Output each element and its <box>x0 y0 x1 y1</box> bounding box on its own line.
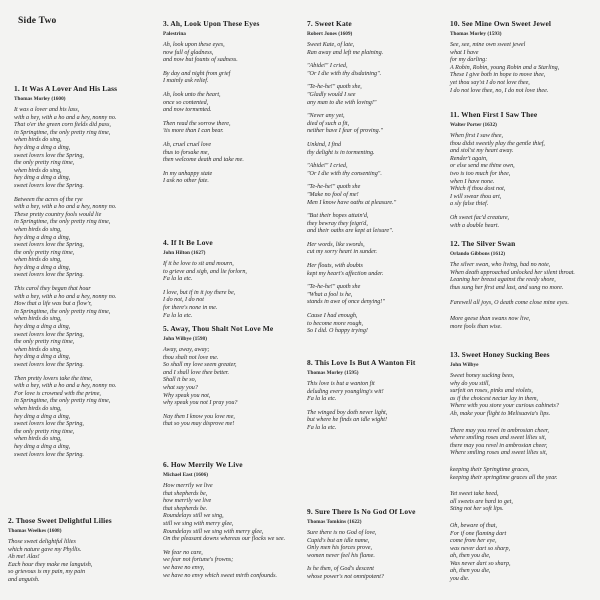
lyric-line: sweet lovers love the Spring, <box>14 421 84 428</box>
lyrics <box>163 483 309 580</box>
stanza <box>14 286 160 370</box>
lyric-line: to become more rough, <box>307 320 364 327</box>
lyric-line: the only pretty ring time, <box>14 249 75 256</box>
lyric-line: "What a fool is he, <box>307 291 353 298</box>
lyric-line: died of such a fit, <box>307 120 350 127</box>
composer-credit: Thomas Tomkins (1622) <box>307 519 362 525</box>
lyric-line: "Te-he-he!" quoth she, <box>307 84 362 91</box>
lyric-line: sweet lovers love the Spring. <box>14 182 84 189</box>
lyric-line: what say you? <box>163 384 198 391</box>
lyric-line: sweet lovers love the Spring, <box>14 152 84 159</box>
lyric-line: I ask no other fate. <box>163 178 209 185</box>
composer-credit: Palestrina <box>163 31 186 37</box>
lyric-line: Fa la la etc. <box>307 396 337 403</box>
lyric-line: thou shalt not love me. <box>163 354 219 361</box>
lyric-line: More geese than swans now live, <box>450 315 531 322</box>
song-title: 10. See Mine Own Sweet Jewel <box>450 19 552 28</box>
stanza <box>307 184 453 207</box>
stanza <box>8 539 154 585</box>
stanza <box>307 284 453 307</box>
lyric-line: Her flouts, with doubts <box>307 263 363 270</box>
lyric-line: Sure there is no God of love, <box>307 530 377 536</box>
lyric-line: with a hey, with a ho and a hey, nonny no. <box>14 383 117 390</box>
composer-credit: Orlando Gibbons (1612) <box>450 251 506 257</box>
lyrics <box>450 262 596 331</box>
lyric-line: deluding every youngling's wit! <box>307 388 384 395</box>
lyric-line: in Springtime, the only pretty ring time, <box>14 129 111 136</box>
lyric-line: then welcome death and take me. <box>163 157 244 164</box>
lyric-line: "But their hopes attain'd, <box>307 213 369 220</box>
lyric-line: Oh, beware of that, <box>450 522 497 529</box>
lyric-line: you die. <box>450 576 470 583</box>
lyric-line: that shepherds be. <box>163 505 208 512</box>
lyric-line: There may you revel in ambrosian cheer, <box>450 427 549 434</box>
lyric-line: Roundelays still we sing with merry glee, <box>163 528 264 535</box>
stanza <box>307 410 453 433</box>
stanza <box>163 71 309 86</box>
lyric-line: Only men his forces prove, <box>307 545 373 552</box>
lyric-line: where smiling roses and sweet lilies sit, <box>450 435 547 442</box>
lyrics <box>163 347 309 429</box>
lyric-line: hey ding a ding a ding, <box>14 264 71 271</box>
lyric-line: This love is but a wanton fit <box>307 381 375 387</box>
stanza <box>307 113 453 136</box>
lyric-line: I do not, I do not <box>163 297 204 304</box>
lyric-line: hey ding a ding a ding, <box>14 443 71 450</box>
lyric-line: in Springtime, the only pretty ring time, <box>14 219 111 226</box>
stanza <box>450 133 596 209</box>
lyric-line: hey ding a ding a ding, <box>14 354 71 361</box>
lyric-line: ah, then you die, <box>450 568 491 575</box>
lyric-line: kept my heart's affection under. <box>307 270 384 277</box>
lyric-line: yet thou say'st I do not love thee, <box>450 79 530 86</box>
lyric-line: sweet lovers love the Spring. <box>14 451 84 458</box>
song-title: 7. Sweet Kate <box>307 19 352 28</box>
lyric-line: in Springtime, the only pretty ring time, <box>14 398 111 405</box>
stanza <box>163 142 309 165</box>
lyric-line: Is he then, of God's descent <box>307 566 374 573</box>
lyric-line: that shepherds be, <box>163 490 208 497</box>
lyric-line: how merrily we live <box>163 498 212 505</box>
lyric-line: "Te-he-he!" quoth she <box>307 184 361 191</box>
lyric-line: when birds do sing, <box>14 316 62 323</box>
song-title: 13. Sweet Honey Sucking Bees <box>450 350 550 359</box>
composer-credit: Thomas Morley (1593) <box>450 31 502 37</box>
lyric-line: How that a life was but a flow'r, <box>14 301 92 308</box>
lyric-line: I love, but if in it joy there be, <box>163 289 236 296</box>
lyric-line: The winged boy doth never light, <box>307 409 388 416</box>
lyric-line: the only pretty ring time, <box>14 339 75 346</box>
lyric-line: to grieve and sigh, and lie forlorn, <box>163 268 247 275</box>
lyric-line: Where with you store your curious cabinets? <box>450 403 559 410</box>
stanza <box>450 215 596 230</box>
lyric-line: When death approached unlocked her silent throat. <box>450 269 575 276</box>
lyric-line: all sweets are hard to get, <box>450 498 513 505</box>
lyric-line: "Or I die with thy disdaining". <box>307 70 382 77</box>
stanza <box>307 63 453 78</box>
lyric-line: once so contented, <box>163 99 209 106</box>
lyric-line: why speak you not I pray you? <box>163 400 238 407</box>
lyric-line: For love is crowned with the prime, <box>14 390 101 397</box>
lyric-line: now full of gladness, <box>163 49 214 56</box>
lyric-line: See, see, mine own sweet jewel <box>450 42 526 48</box>
lyric-line: For if one flaming dart <box>450 530 507 537</box>
lyric-line: Leaning her breast against the reedy shore, <box>450 277 556 284</box>
lyric-line: that so you may disprove me! <box>163 421 235 428</box>
lyric-line: the only pretty ring time, <box>14 160 75 167</box>
lyric-line: Sweet honey sucking bees, <box>450 373 515 379</box>
lyrics <box>450 42 596 95</box>
lyric-line: stands in awe of once denying!" <box>307 299 385 306</box>
composer-credit: Walter Porter (1632) <box>450 122 497 128</box>
stanza <box>163 290 309 320</box>
lyric-line: "Te-he-he!" quoth she <box>307 284 361 291</box>
stanza <box>307 313 453 336</box>
lyric-line: Sweet Kate, of late, <box>307 42 355 48</box>
lyric-line: or else send me thine own, <box>450 163 515 170</box>
lyric-line: for there's none in me. <box>163 304 218 311</box>
lyric-line: "Make no fool of me! <box>307 191 359 198</box>
song-11 <box>450 110 596 230</box>
lyric-line: sweet lovers love the Spring, <box>14 331 84 338</box>
lyric-line: with a hey, with a ho and a hey, nonny no. <box>14 114 117 121</box>
lyrics <box>163 42 309 186</box>
stanza <box>450 523 596 584</box>
stanza <box>14 376 160 460</box>
lyric-line: keeping their springtime graces all the year. <box>450 474 558 481</box>
lyric-line: two is too much for thee, <box>450 170 511 177</box>
song-title: 1. It Was A Lover And His Lass <box>14 84 118 93</box>
lyric-line: a sly false thief. <box>450 201 489 208</box>
lyric-line: Cupid's but an idle name, <box>307 537 370 544</box>
lyric-line: Fa la la etc. <box>163 312 193 319</box>
song-title: 11. When First I Saw Thee <box>450 110 538 119</box>
lyric-line: "Abide!" I cried, <box>307 163 348 170</box>
lyric-line: surfeit on roses, pinks and violets, <box>450 388 533 395</box>
lyric-line: So I did. O happy trying! <box>307 328 368 335</box>
stanza <box>163 347 309 408</box>
lyric-line: Unkind, I find <box>307 141 342 148</box>
stanza <box>307 84 453 107</box>
lyric-line: as if the choicest nectar lay in them, <box>450 395 538 402</box>
lyric-line: Away, away, away; <box>163 347 210 353</box>
lyric-line: when birds do sing, <box>14 405 62 412</box>
stanza <box>450 42 596 95</box>
stanza <box>307 42 453 57</box>
lyric-line: Which if thou dost not, <box>450 186 506 193</box>
stanza <box>163 261 309 284</box>
lyrics <box>307 381 453 433</box>
lyric-line: sweet lovers love the Spring, <box>14 242 84 249</box>
lyric-line: hey ding a ding a ding, <box>14 324 71 331</box>
lyric-line: we have no envy which sweet mirth confounds. <box>163 572 278 579</box>
lyric-line: hey ding a ding a ding, <box>14 175 71 182</box>
song-10 <box>450 19 596 95</box>
song-1 <box>14 84 160 459</box>
song-title: 3. Ah, Look Upon These Eyes <box>163 19 260 28</box>
lyric-line: when birds do sing, <box>14 137 62 144</box>
lyric-line: Men I know have oaths at pleasure." <box>307 199 397 206</box>
lyric-line: Why speak you not, <box>163 392 211 399</box>
lyric-line: so grievous is my pain, my pain <box>8 569 86 576</box>
lyrics <box>450 133 596 230</box>
stanza <box>163 483 309 544</box>
lyric-line: with a hey, with a ho and a hey, nonny no. <box>14 293 117 300</box>
lyric-line: Ah, look upon these eyes, <box>163 42 225 48</box>
song-9 <box>307 507 453 582</box>
lyric-line: Nay then I know you love me, <box>163 413 235 420</box>
lyric-line: which nature gave my Phyllis. <box>8 546 82 553</box>
stanza <box>163 550 309 580</box>
stanza <box>163 414 309 429</box>
stanza <box>307 163 453 178</box>
song-title: 2. Those Sweet Delightful Lilies <box>8 516 112 525</box>
lyric-line: with a hey, with a ho and a hey, nonny no. <box>14 204 117 211</box>
lyric-line: I will swear thou art, <box>450 193 502 200</box>
stanza <box>450 428 596 458</box>
lyric-line: Cause I had enough, <box>307 313 358 320</box>
stanza <box>307 381 453 404</box>
lyric-line: We fear no care, <box>163 549 203 556</box>
song-title: 12. The Silver Swan <box>450 239 516 248</box>
lyric-line: keeping their Springtime graces, <box>450 466 530 473</box>
lyric-line: These pretty country fools would lie <box>14 211 102 218</box>
lyric-line: By day and night from grief <box>163 70 231 77</box>
composer-credit: Robert Jones (1609) <box>307 31 353 37</box>
lyric-line: whose power's not omnipotent? <box>307 573 384 580</box>
lyric-line: for my darling: <box>450 57 488 64</box>
stanza <box>450 373 596 419</box>
lyric-line: Was never dart so sharp, <box>450 560 511 567</box>
lyric-line: ah, then you die, <box>450 553 491 560</box>
lyric-line: sweet lovers love the Spring. <box>14 362 84 368</box>
lyric-line: but where he finds an idle wight! <box>307 417 388 424</box>
stanza <box>450 262 596 292</box>
lyrics <box>307 42 453 336</box>
lyric-line: Then pretty lovers take the time, <box>14 375 93 382</box>
lyric-line: hey ding a ding a ding, <box>14 144 71 151</box>
lyric-line: These I give both in hope to move thee, <box>450 72 546 79</box>
lyric-line: "Abide!" I cried, <box>307 63 348 70</box>
stanza <box>307 263 453 278</box>
lyric-line: more fools than wise. <box>450 323 502 330</box>
lyric-line: women never feel his flame. <box>307 552 375 559</box>
lyric-line: It was a lover and his lass, <box>14 107 80 113</box>
lyric-line: the only pretty ring time, <box>14 428 75 435</box>
stanza <box>163 171 309 186</box>
lyric-line: hey ding a ding a ding, <box>14 234 71 241</box>
lyric-line: Yet sweet take heed, <box>450 491 499 498</box>
lyric-line: Then read the sorrow there, <box>163 120 231 127</box>
stanza <box>307 213 453 236</box>
composer-credit: John Wilbye (1598) <box>163 336 207 342</box>
song-title: 8. This Love Is But A Wanton Fit <box>307 358 416 367</box>
lyric-line: and their oaths are kept at leisure". <box>307 228 394 235</box>
lyric-line: Where smiling roses and sweet lilies sit, <box>450 450 548 457</box>
stanza <box>307 566 453 581</box>
song-8 <box>307 358 453 433</box>
lyrics <box>14 107 160 459</box>
stanza <box>307 530 453 560</box>
lyric-line: thou didst sweetly play the gentle thief, <box>450 140 545 147</box>
song-4 <box>163 238 309 320</box>
composer-credit: Thomas Weelkes (1608) <box>8 528 62 534</box>
lyric-line: come from her eye, <box>450 538 497 545</box>
lyric-line: 'tis more than I can bear. <box>163 128 224 135</box>
lyric-line: Roundelays still we sing, <box>163 513 224 520</box>
stanza <box>163 92 309 115</box>
lyric-line: The silver swan, who living, had no note, <box>450 262 551 268</box>
stanza <box>14 197 160 281</box>
song-3 <box>163 19 309 186</box>
lyric-line: sweet lovers love the Spring. <box>14 272 84 279</box>
side-heading: Side Two <box>18 16 57 26</box>
lyric-line: with a double heart. <box>450 222 500 229</box>
lyric-line: Fa la la etc. <box>163 276 193 283</box>
lyric-line: thus to forsake me, <box>163 149 210 156</box>
lyric-line: A Robin, Robin, young Robin and a Starling, <box>450 64 560 71</box>
song-title: 6. How Merrily We Live <box>163 460 243 469</box>
lyric-line: thus sung her first and last, and sung no more. <box>450 284 564 291</box>
lyric-line: On the pleasant downs whereas our flocks we see. <box>163 536 286 543</box>
lyric-line: Oh sweet fac'd creature, <box>450 214 510 221</box>
lyric-line: and anguish. <box>8 576 40 583</box>
song-title: 9. Sure There Is No God Of Love <box>307 507 416 516</box>
lyric-line: This carol they began that hour <box>14 286 91 293</box>
lyric-line: when birds do sing, <box>14 226 62 233</box>
lyric-line: I do not love thee, no, I do not love thee. <box>450 87 549 94</box>
stanza <box>450 467 596 482</box>
stanza <box>450 316 596 331</box>
song-title: 4. If It Be Love <box>163 238 213 247</box>
lyric-line: Ah, make your flight to Melisuavia's lips. <box>450 410 551 417</box>
lyric-line: Ah, cruel cruel love <box>163 141 212 148</box>
lyric-line: So shall my love seem greater, <box>163 362 237 369</box>
lyric-line: hey ding a ding a ding, <box>14 413 71 420</box>
lyric-line: Fa la la etc. <box>307 424 337 431</box>
lyric-line: cut my sorry heart in sunder. <box>307 249 378 256</box>
lyric-line: In my unhappy state <box>163 170 213 177</box>
lyric-line: Each hour they make me languish, <box>8 561 93 568</box>
lyric-line: Shall it be so, <box>163 377 197 384</box>
lyric-line: was never dart so sharp, <box>450 545 511 552</box>
lyric-line: and stol'st my heart away. <box>450 148 514 155</box>
lyric-line: Ah me! Alas! <box>8 554 40 561</box>
song-12 <box>450 239 596 331</box>
lyric-line: Her words, like swords, <box>307 241 365 248</box>
lyric-line: why do you still, <box>450 380 490 387</box>
composer-credit: Michael East (1606) <box>163 472 209 478</box>
lyric-line: "Never any yet, <box>307 113 345 120</box>
lyric-line: there may you revel in ambrosian cheer, <box>450 442 548 449</box>
lyric-line: and I shall love thee better. <box>163 369 229 376</box>
lyric-line: any man to die with loving!" <box>307 99 377 106</box>
song-title: 5. Away, Thou Shalt Not Love Me <box>163 324 274 333</box>
lyrics <box>307 530 453 582</box>
lyric-line: "Or I die with thy consenting". <box>307 170 382 177</box>
stanza <box>450 300 596 308</box>
lyric-line: Between the acres of the rye <box>14 196 83 203</box>
lyric-line: neither have I fear of proving." <box>307 128 383 135</box>
song-13 <box>450 350 596 584</box>
lyric-line: in Springtime, the only pretty ring time, <box>14 308 111 315</box>
lyrics <box>450 373 596 584</box>
lyric-line: still we sing with merry glee, <box>163 520 234 527</box>
lyric-line: we fear not fortune's frowns; <box>163 557 234 564</box>
lyric-line: "Gladly would I see <box>307 91 356 98</box>
lyric-line: when birds do sing, <box>14 346 62 353</box>
composer-credit: John Hilton (1627) <box>163 250 206 256</box>
lyric-line: when birds do sing, <box>14 167 62 174</box>
stanza <box>163 42 309 65</box>
lyric-line: thy delight is in tormenting. <box>307 149 375 156</box>
lyric-line: Farewell all joys, O death come close mine eyes. <box>450 300 569 307</box>
lyric-line: I mainly ask relief. <box>163 78 209 85</box>
composer-credit: Thomas Morley (1595) <box>307 370 359 376</box>
lyric-line: How merrily we live <box>163 483 213 489</box>
stanza <box>163 121 309 136</box>
lyric-line: they bewray they feign'd, <box>307 220 368 227</box>
song-6 <box>163 460 309 580</box>
lyric-line: That o'er the green corn fields did pass, <box>14 122 111 129</box>
stanza <box>307 242 453 257</box>
lyric-line: If it be love to sit and mourn, <box>163 261 234 267</box>
lyric-line: and now but founts of sadness. <box>163 57 238 64</box>
song-2 <box>8 516 154 585</box>
stanza <box>450 491 596 514</box>
lyric-line: when I have none. <box>450 178 495 185</box>
composer-credit: Thomas Morley (1600) <box>14 96 66 102</box>
stanza <box>14 107 160 191</box>
lyric-line: when birds do sing, <box>14 257 62 264</box>
composer-credit: John Wilbye <box>450 362 479 368</box>
lyric-line: Render't again, <box>450 155 488 162</box>
song-7 <box>307 19 453 336</box>
lyric-line: and now tormented. <box>163 107 212 114</box>
lyric-line: Sting not her soft lips. <box>450 506 504 513</box>
lyric-line: Ran away and left me plaining. <box>307 49 384 56</box>
song-5 <box>163 324 309 429</box>
lyric-line: Those sweet delightful lilies <box>8 539 76 545</box>
lyrics <box>163 261 309 320</box>
lyric-line: when birds do sing, <box>14 436 62 443</box>
lyric-line: Ah, look unto the heart, <box>163 91 221 98</box>
lyric-line: we have no envy, <box>163 564 205 571</box>
lyric-line: what I have <box>450 49 479 56</box>
lyrics <box>8 539 154 585</box>
lyric-line: When first I saw thee, <box>450 133 503 139</box>
stanza <box>307 142 453 157</box>
